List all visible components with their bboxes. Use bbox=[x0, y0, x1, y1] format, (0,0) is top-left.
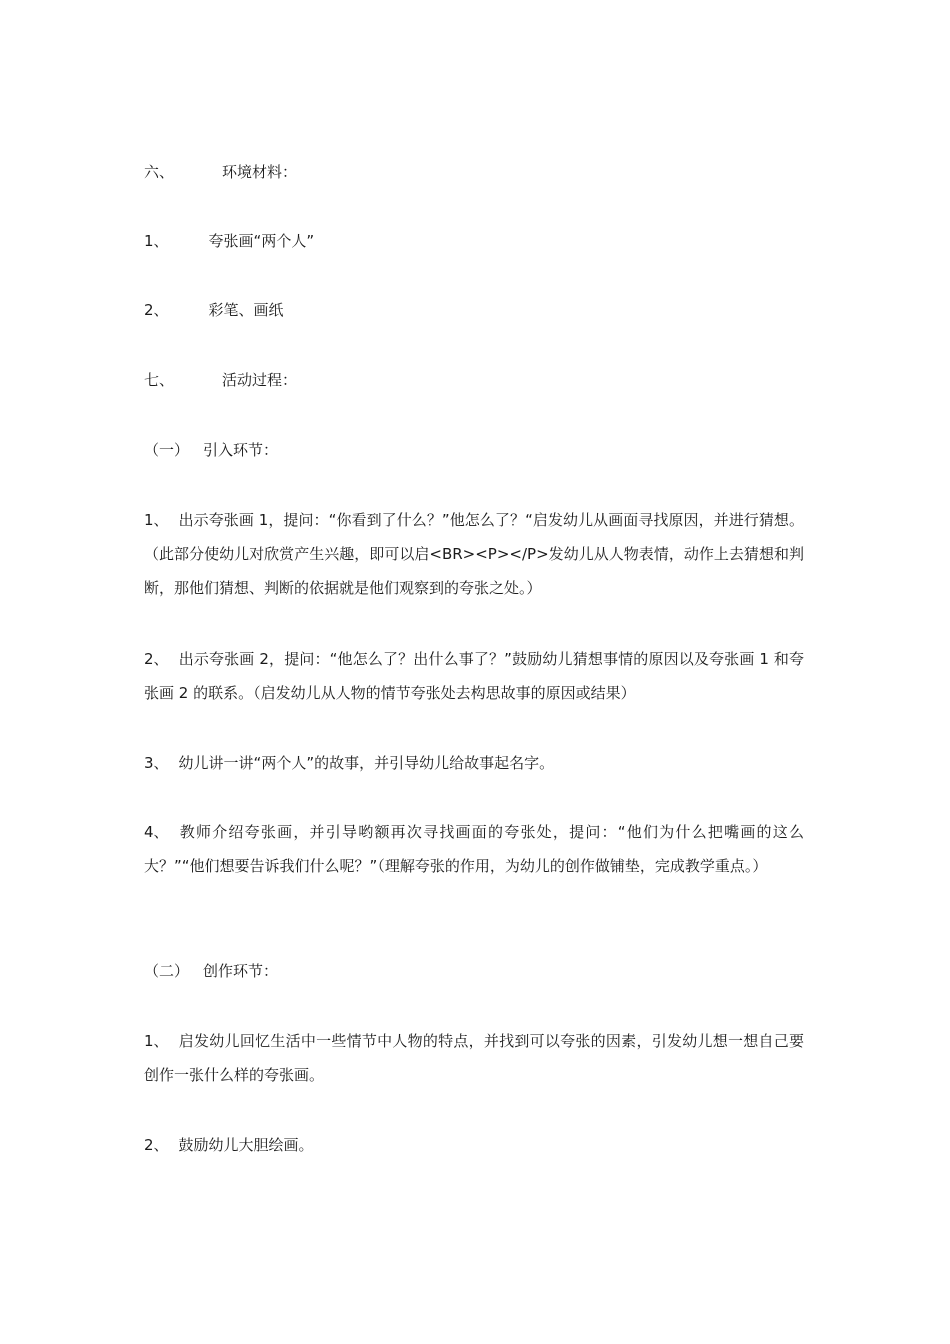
part-one-item-4 bbox=[144, 815, 804, 883]
item-number: 1、 bbox=[144, 232, 169, 250]
item-text: 教师介绍夸张画，并引导哟额再次寻找画面的夸张处，提问：“他们为什么把嘴画的这么大？”“他们想要告诉我们什么呢？”（理解夸张的作用，为幼儿的创作做铺垫，完成教学重点。） bbox=[144, 823, 804, 875]
section-title: 活动过程： bbox=[222, 371, 298, 389]
section-six-heading bbox=[144, 155, 804, 189]
item-text: 鼓励幼儿大胆绘画。 bbox=[178, 1136, 314, 1154]
item-number: 2、 bbox=[144, 301, 169, 319]
item-number: 2、 bbox=[144, 650, 169, 668]
part-one-item-2 bbox=[144, 642, 804, 710]
item-number: 1、 bbox=[144, 511, 169, 529]
section-seven-heading bbox=[144, 363, 804, 397]
section-title: 环境材料： bbox=[222, 163, 298, 181]
item-text: 彩笔、画纸 bbox=[208, 301, 284, 319]
part-two-item-1 bbox=[144, 1024, 804, 1092]
part-one-heading bbox=[144, 433, 804, 467]
item-number: 3、 bbox=[144, 754, 169, 772]
part-title: 创作环节： bbox=[203, 962, 279, 980]
item-number: 1、 bbox=[144, 1032, 169, 1050]
part-one-item-3 bbox=[144, 746, 804, 780]
item-number: 4、 bbox=[144, 823, 169, 841]
part-number: （一） bbox=[144, 441, 190, 459]
material-item-1 bbox=[144, 224, 804, 258]
item-text: 幼儿讲一讲“两个人”的故事，并引导幼儿给故事起名字。 bbox=[178, 754, 555, 772]
item-text: 夸张画“两个人” bbox=[208, 232, 315, 250]
item-text: 启发幼儿回忆生活中一些情节中人物的特点，并找到可以夸张的因素，引发幼儿想一想自己要创作一张什么样的夸张画。 bbox=[144, 1032, 804, 1084]
item-number: 2、 bbox=[144, 1136, 169, 1154]
section-number: 六、 bbox=[144, 163, 175, 181]
item-text: 出示夸张画 1，提问：“你看到了什么？”他怎么了？“启发幼儿从画面寻找原因，并进行猜想。（此部分使幼儿对欣赏产生兴趣，即可以启<BR><P></P>发幼儿从人物表情，动作上去猜想和判断，那他们猜想、判断的依据就是他们观察到的夸张之处。） bbox=[144, 511, 804, 597]
part-title: 引入环节： bbox=[203, 441, 279, 459]
material-item-2 bbox=[144, 293, 804, 327]
part-two-heading bbox=[144, 954, 804, 988]
part-two-item-2 bbox=[144, 1128, 804, 1162]
part-one-item-1 bbox=[144, 503, 804, 605]
part-number: （二） bbox=[144, 962, 190, 980]
item-text: 出示夸张画 2，提问：“他怎么了？出什么事了？”鼓励幼儿猜想事情的原因以及夸张画 1 和夸张画 2 的联系。（启发幼儿从人物的情节夸张处去构思故事的原因或结果） bbox=[144, 650, 804, 702]
section-number: 七、 bbox=[144, 371, 175, 389]
